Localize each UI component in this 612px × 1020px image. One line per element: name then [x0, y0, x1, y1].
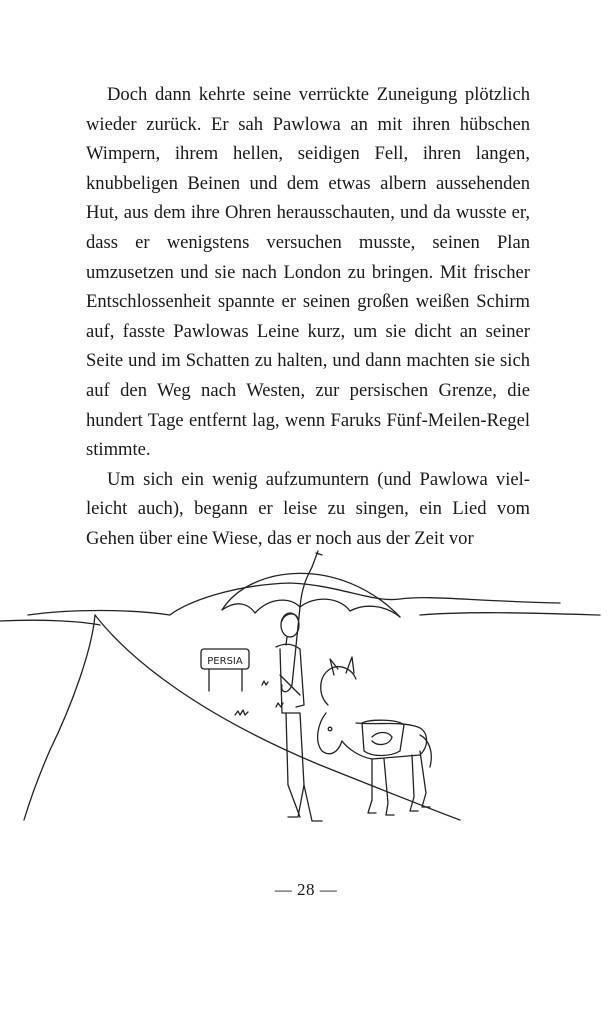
man-figure: [276, 613, 322, 821]
paragraph-1: Doch dann kehrte seine verrückte Zuneigung plötzlich wieder zurück. Er sah Pawlowa an mit ihren hübschen Wimpern, ihrem hellen, seidigen Fell, ihren langen, knubbeligen Beinen und dem etwas albern aussehenden Hut, aus dem ihre Ohren herausschauten, und da wusste er, dass er wenigstens versuchen musste, seinen Plan umzusetzen und sie nach London zu bringen. Mit frischer Entschlossenheit spannte er seinen großen weißen Schirm auf, fasste Pawlowas Leine kurz, um sie dicht an seiner Seite und im Schatten zu halten, und dann machten sie sich auf den Weg nach Westen, zur persischen Grenze, die hundert Tage entfernt lag, wenn Faruks Fünf-Meilen-Regel stimmte.: [86, 84, 530, 461]
landscape: [0, 583, 600, 820]
sign-persia: [201, 649, 249, 691]
page-number: — 28 —: [274, 880, 338, 899]
donkey-figure: [318, 657, 432, 815]
sign-label: PERSIA: [207, 656, 243, 667]
umbrella-icon: [222, 551, 400, 692]
illustration-man-donkey-umbrella: [0, 545, 612, 845]
body-text: [86, 80, 530, 554]
paragraph-2: Um sich ein wenig aufzumuntern (und Pawlowa vielleicht auch), begann er leise zu singen, ein Lied vom Gehen über eine Wiese, das er noch aus der Zeit vor: [86, 468, 530, 549]
